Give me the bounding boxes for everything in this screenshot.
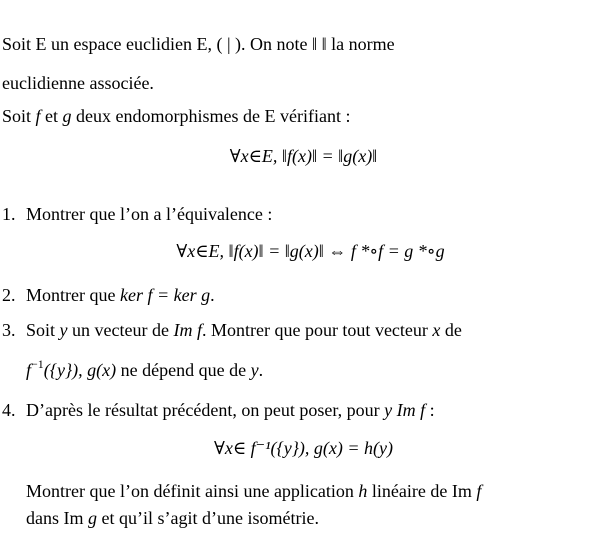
question-3-line-2: $f^{-1}(\{y\})$, g(x) ne dépend que de y.: [26, 357, 264, 380]
question-4-line-3: dans Im g et qu’il s’agit d’une isométrie.: [26, 508, 319, 528]
question-3-line-1: 3. Soit y un vecteur de Im f. Montrer que pour tout vecteur x de: [2, 320, 462, 340]
question-1-formula: ∀x∈E, ‖f(x)‖ = ‖g(x)‖ ⇔ f *∘f = g *∘g: [176, 241, 445, 261]
norm-symbol: ‖ ‖: [312, 34, 327, 54]
intro-line-2: euclidienne associée.: [2, 73, 154, 93]
intro-line-3: Soit f et g deux endomorphismes de E vérifiant :: [2, 106, 351, 126]
intro-line-1: Soit E un espace euclidien E, ( | ). On note ‖ ‖ la norme: [2, 34, 395, 54]
intro-formula: ∀x∈E, ‖f(x)‖ = ‖g(x)‖: [229, 146, 378, 166]
inner-product-notation: E, ( | ): [196, 34, 242, 54]
question-2: 2. Montrer que ker f = ker g.: [2, 285, 215, 305]
question-4-line-2: Montrer que l’on définit ainsi une application h linéaire de Im f: [26, 481, 482, 501]
question-4: 4. D’après le résultat précédent, on peut poser, pour y Im f :: [2, 400, 435, 420]
question-4-formula: ∀x∈ f⁻¹({y}), g(x) = h(y): [213, 438, 394, 458]
kernel-equality: ker f = ker g: [119, 285, 211, 305]
question-1: 1. Montrer que l’on a l’équivalence :: [2, 204, 273, 224]
